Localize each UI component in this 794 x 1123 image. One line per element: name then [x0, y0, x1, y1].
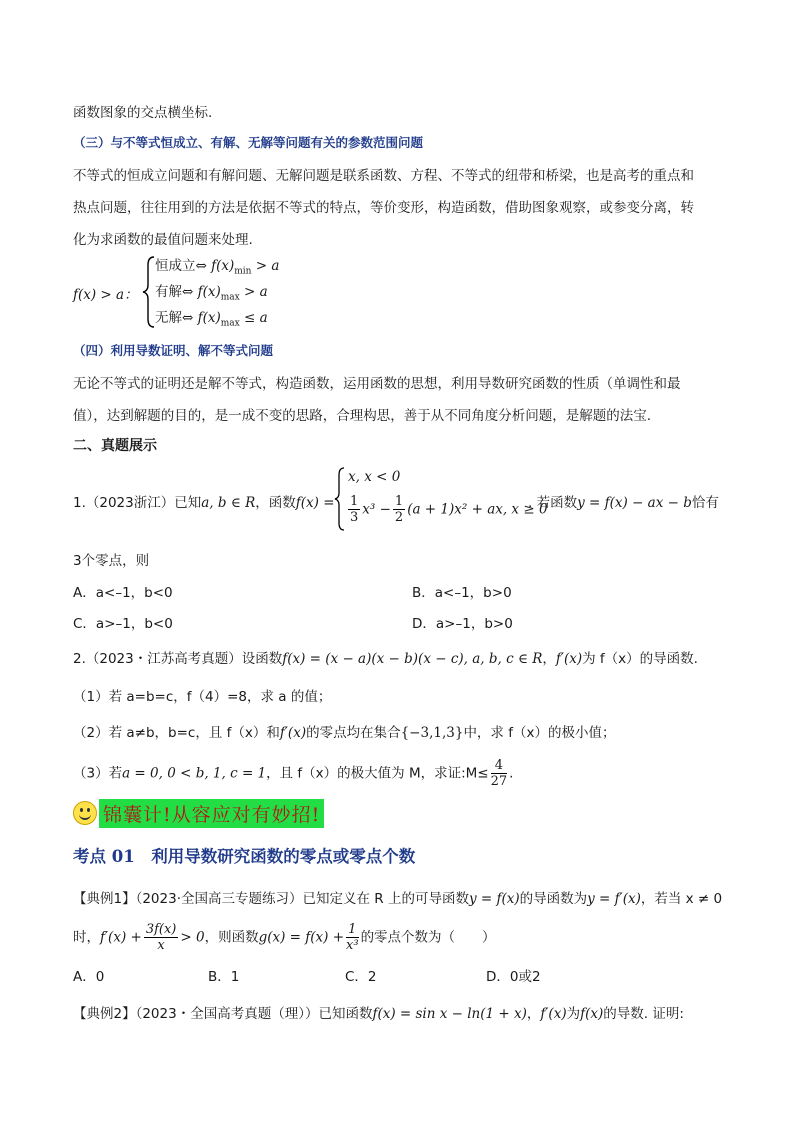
ex1-l2-math2: > 0 — [180, 929, 205, 946]
ex1-post: ，若当 x ≠ 0 — [640, 891, 723, 907]
q1-line2: 3个零点，则 — [73, 553, 150, 569]
q2-s2-pre: （2）若 a≠b，b=c，且 f（x）和 — [73, 725, 280, 741]
topic-heading: 考点 01 利用导数研究函数的零点或零点个数 — [73, 847, 416, 866]
frac-den: x — [157, 938, 165, 953]
q1-math-ab: a, b ∈ R — [201, 495, 256, 511]
left-brace — [142, 255, 156, 329]
case-sub: max — [220, 318, 240, 329]
q2-s2-math: f′(x) — [279, 725, 307, 741]
q1-option-a: A．a<–1，b<0 — [73, 585, 173, 601]
q2-mid: ， — [542, 651, 556, 667]
cases-list — [155, 253, 279, 331]
tip-banner — [73, 798, 324, 828]
para3-line3: 化为求函数的最值问题来处理. — [73, 232, 253, 248]
intro-line: 函数图象的交点横坐标. — [73, 105, 213, 121]
case-math: ⇔ f(x) — [182, 284, 221, 300]
para3-line2: 热点问题，往往用到的方法是依据不等式的特点，等价变形，构造函数，借助图象观察，或参变分离，转 — [73, 200, 694, 216]
smiley-icon — [73, 801, 97, 825]
banner-text: 锦囊计!从容应对有妙招! — [99, 799, 324, 828]
q2-s2-post: 中，求 f（x）的极小值； — [463, 725, 616, 741]
q1-math-fx: f(x) = — [295, 495, 335, 511]
ex1-frac1 — [144, 922, 179, 953]
q1-option-d: D．a>–1，b>0 — [412, 616, 513, 632]
q2-sub2 — [73, 721, 615, 741]
ex2-math3: f(x) — [580, 1006, 604, 1022]
q2-s3-frac — [491, 758, 508, 789]
case-math: ⇔ f(x) — [182, 310, 221, 326]
ex1-frac2 — [346, 922, 359, 953]
q2-s3-post: . — [509, 765, 514, 782]
ex2-pre: 【典例2】（2023・全国高考真题（理））已知函数 — [73, 1006, 373, 1022]
ex1-l2-mid: ，则函数 — [204, 929, 259, 946]
ex1-line1 — [73, 887, 722, 907]
case-has-solution — [155, 279, 279, 305]
q2-s3-mid: ，且 f（x）的极大值为 M，求证:M≤ — [266, 765, 489, 782]
frac-num: 4 — [491, 758, 508, 774]
ex1-option-a: A．0 — [73, 969, 105, 985]
case-tail: ≤ a — [239, 310, 268, 326]
q1-post: . 若函数 — [528, 495, 578, 511]
ex2-post: 的导数. 证明: — [603, 1006, 684, 1022]
case-sub: max — [220, 292, 240, 303]
frac-num: 3f(x) — [145, 922, 177, 937]
case-label: 有解 — [155, 284, 182, 300]
q1-line1-tail — [528, 491, 719, 511]
ex1-pre: 【典例1】（2023·全国高三专题练习）已知定义在 R 上的可导函数 — [73, 891, 469, 907]
frac-den: 27 — [490, 774, 508, 789]
ex2-math2: f′(x) — [540, 1006, 567, 1022]
ex1-l2-pre: 时， — [73, 929, 100, 946]
ex2-line — [73, 1002, 684, 1022]
ex2-mid2: 为 — [566, 1006, 581, 1022]
q1-line1 — [73, 491, 335, 511]
frac-num: 1 — [394, 494, 404, 509]
q2-pre: 2.（2023・江苏高考真题）设函数 — [73, 651, 283, 667]
q1-math-y: y = f(x) − ax − b — [577, 495, 692, 511]
frac-num: 1 — [346, 922, 359, 938]
case-label: 恒成立 — [155, 258, 196, 274]
ex1-l2-post: 的零点个数为（ ） — [360, 929, 496, 946]
q2-s2-mid: 的零点均在集合 — [306, 725, 401, 741]
q2-post: 为 f（x）的导函数. — [582, 651, 698, 667]
ex1-option-d: D．0或2 — [486, 969, 541, 985]
frac-num: 1 — [350, 494, 359, 509]
frac-den: 3 — [350, 510, 359, 525]
ex1-mid: 的导函数为 — [519, 891, 588, 907]
case-tail: > a — [239, 284, 268, 300]
para3-line1: 不等式的恒成立问题和有解问题、无解问题是联系函数、方程、不等式的纽带和桥梁，也是高考的重点和 — [73, 168, 694, 184]
q2-math: f(x) = (x − a)(x − b)(x − c), a, b, c ∈ R — [282, 651, 543, 667]
q2-sub1: （1）若 a=b=c，f（4）=8，求 a 的值； — [73, 689, 332, 705]
ex1-option-b: B．1 — [208, 969, 240, 985]
q1-option-b: B．a<–1，b>0 — [412, 585, 512, 601]
q2-s3-math: a = 0, 0 < b, 1, c = 1 — [122, 765, 267, 782]
q1-frac2 — [393, 494, 405, 525]
q2-math2: f′(x) — [555, 651, 583, 667]
q1-case2 — [346, 494, 548, 525]
frac-den: 2 — [394, 510, 404, 525]
q2-sub3 — [73, 758, 513, 789]
frac-den: x³ — [346, 938, 359, 953]
para4-line2: 值），达到解题的目的，是一成不变的思路，合理构思，善于从不同角度分析问题，是解题的法宝. — [73, 408, 652, 424]
q1-case2-a: x³ − — [362, 501, 391, 518]
q2-line1 — [73, 647, 698, 667]
heading-real-exam: 二、真题展示 — [73, 438, 157, 454]
case-tail: > a — [251, 258, 280, 274]
ex1-math1: y = f(x) — [468, 891, 520, 907]
ex1-line2 — [73, 922, 496, 953]
q1-pre: 1.（2023浙江）已知 — [73, 495, 202, 511]
ex2-math1: f(x) = sin x − ln(1 + x) — [372, 1006, 527, 1022]
q2-s2-set: {−3,1,3} — [400, 725, 464, 741]
cases-lhs: f(x) > a： — [73, 287, 138, 303]
section-3-heading: （三）与不等式恒成立、有解、无解等问题有关的参数范围问题 — [73, 135, 424, 150]
q2-s3-pre: （3）若 — [73, 765, 123, 782]
q1-tail: 恰有 — [691, 495, 719, 511]
case-label: 无解 — [155, 310, 182, 326]
q1-option-c: C．a>–1，b<0 — [73, 616, 173, 632]
case-no-solution — [155, 305, 279, 331]
q1-mid: ，函数 — [255, 495, 296, 511]
case-sub: min — [234, 266, 252, 277]
case-math: ⇔ f(x) — [195, 258, 235, 274]
ex1-option-c: C．2 — [345, 969, 377, 985]
para4-line1: 无论不等式的证明还是解不等式，构造函数，运用函数的思想，利用导数研究函数的性质（单调性和最 — [73, 376, 681, 392]
ex1-l2-math1: f′(x) + — [100, 929, 142, 946]
section-4-heading: （四）利用导数证明、解不等式问题 — [73, 343, 274, 358]
q1-case2-b: (a + 1)x² + ax, x ≥ 0 — [407, 501, 548, 518]
ex1-math2: y = f′(x) — [587, 891, 641, 907]
ex2-mid: ， — [526, 1006, 541, 1022]
q1-brace — [334, 466, 346, 532]
case-always — [155, 253, 279, 279]
q1-frac1 — [348, 494, 360, 525]
q1-case1: x, x < 0 — [348, 469, 401, 485]
ex1-l2-math3: g(x) = f(x) + — [258, 929, 345, 946]
